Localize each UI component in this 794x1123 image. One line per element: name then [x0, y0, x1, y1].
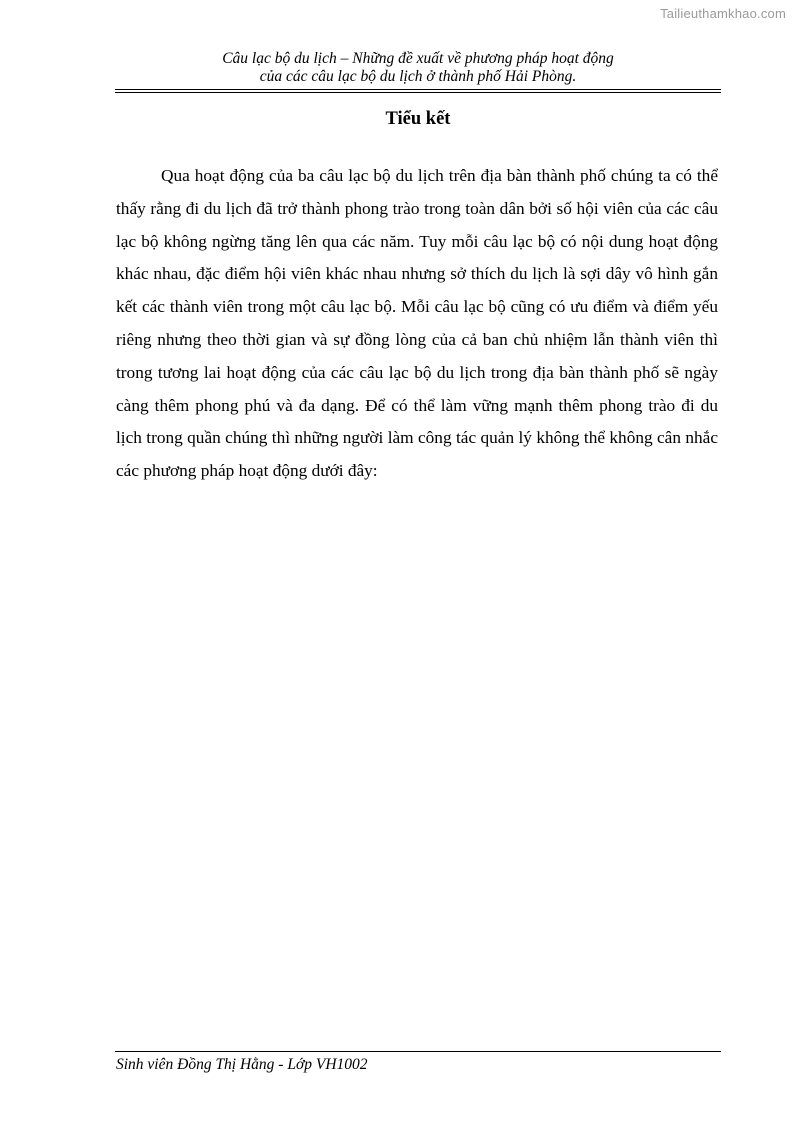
section-title: Tiểu kết — [385, 109, 451, 129]
header-line-2: của các câu lạc bộ du lịch ở thành phố Hải Phòng. — [259, 68, 577, 85]
running-header — [115, 50, 721, 86]
watermark: Tailieuthamkhao.com — [660, 6, 786, 21]
running-footer: Sinh viên Đồng Thị Hằng - Lớp VH1002 — [116, 1056, 368, 1073]
body-paragraph: Qua hoạt động của ba câu lạc bộ du lịch trên địa bàn thành phố chúng ta có thể thấy rằng đi du lịch đã trở thành phong trào trong toàn dân bởi số hội viên của các câu lạc bộ không ngừng tăng lên qua các năm. Tuy mỗi câu lạc bộ có nội dung hoạt động khác nhau, đặc điểm hội viên khác nhau nhưng sở thích du lịch là sợi dây vô hình gắn kết các thành viên trong một câu lạc bộ. Mỗi câu lạc bộ cũng có ưu điểm và điểm yếu riêng nhưng theo thời gian và sự đồng lòng của cả ban chủ nhiệm lẫn thành viên thì trong tương lai hoạt động của các câu lạc bộ du lịch trong địa bàn thành phố sẽ ngày càng thêm phong phú và đa dạng. Để có thể làm vững mạnh thêm phong trào đi du lịch trong quần chúng thì những người làm công tác quản lý không thể không cân nhắc các phương pháp hoạt động dưới đây: — [116, 166, 718, 481]
header-double-rule — [115, 89, 721, 93]
footer-rule — [115, 1051, 721, 1052]
header-line-1: Câu lạc bộ du lịch – Những đề xuất về phương pháp hoạt động — [222, 50, 614, 67]
